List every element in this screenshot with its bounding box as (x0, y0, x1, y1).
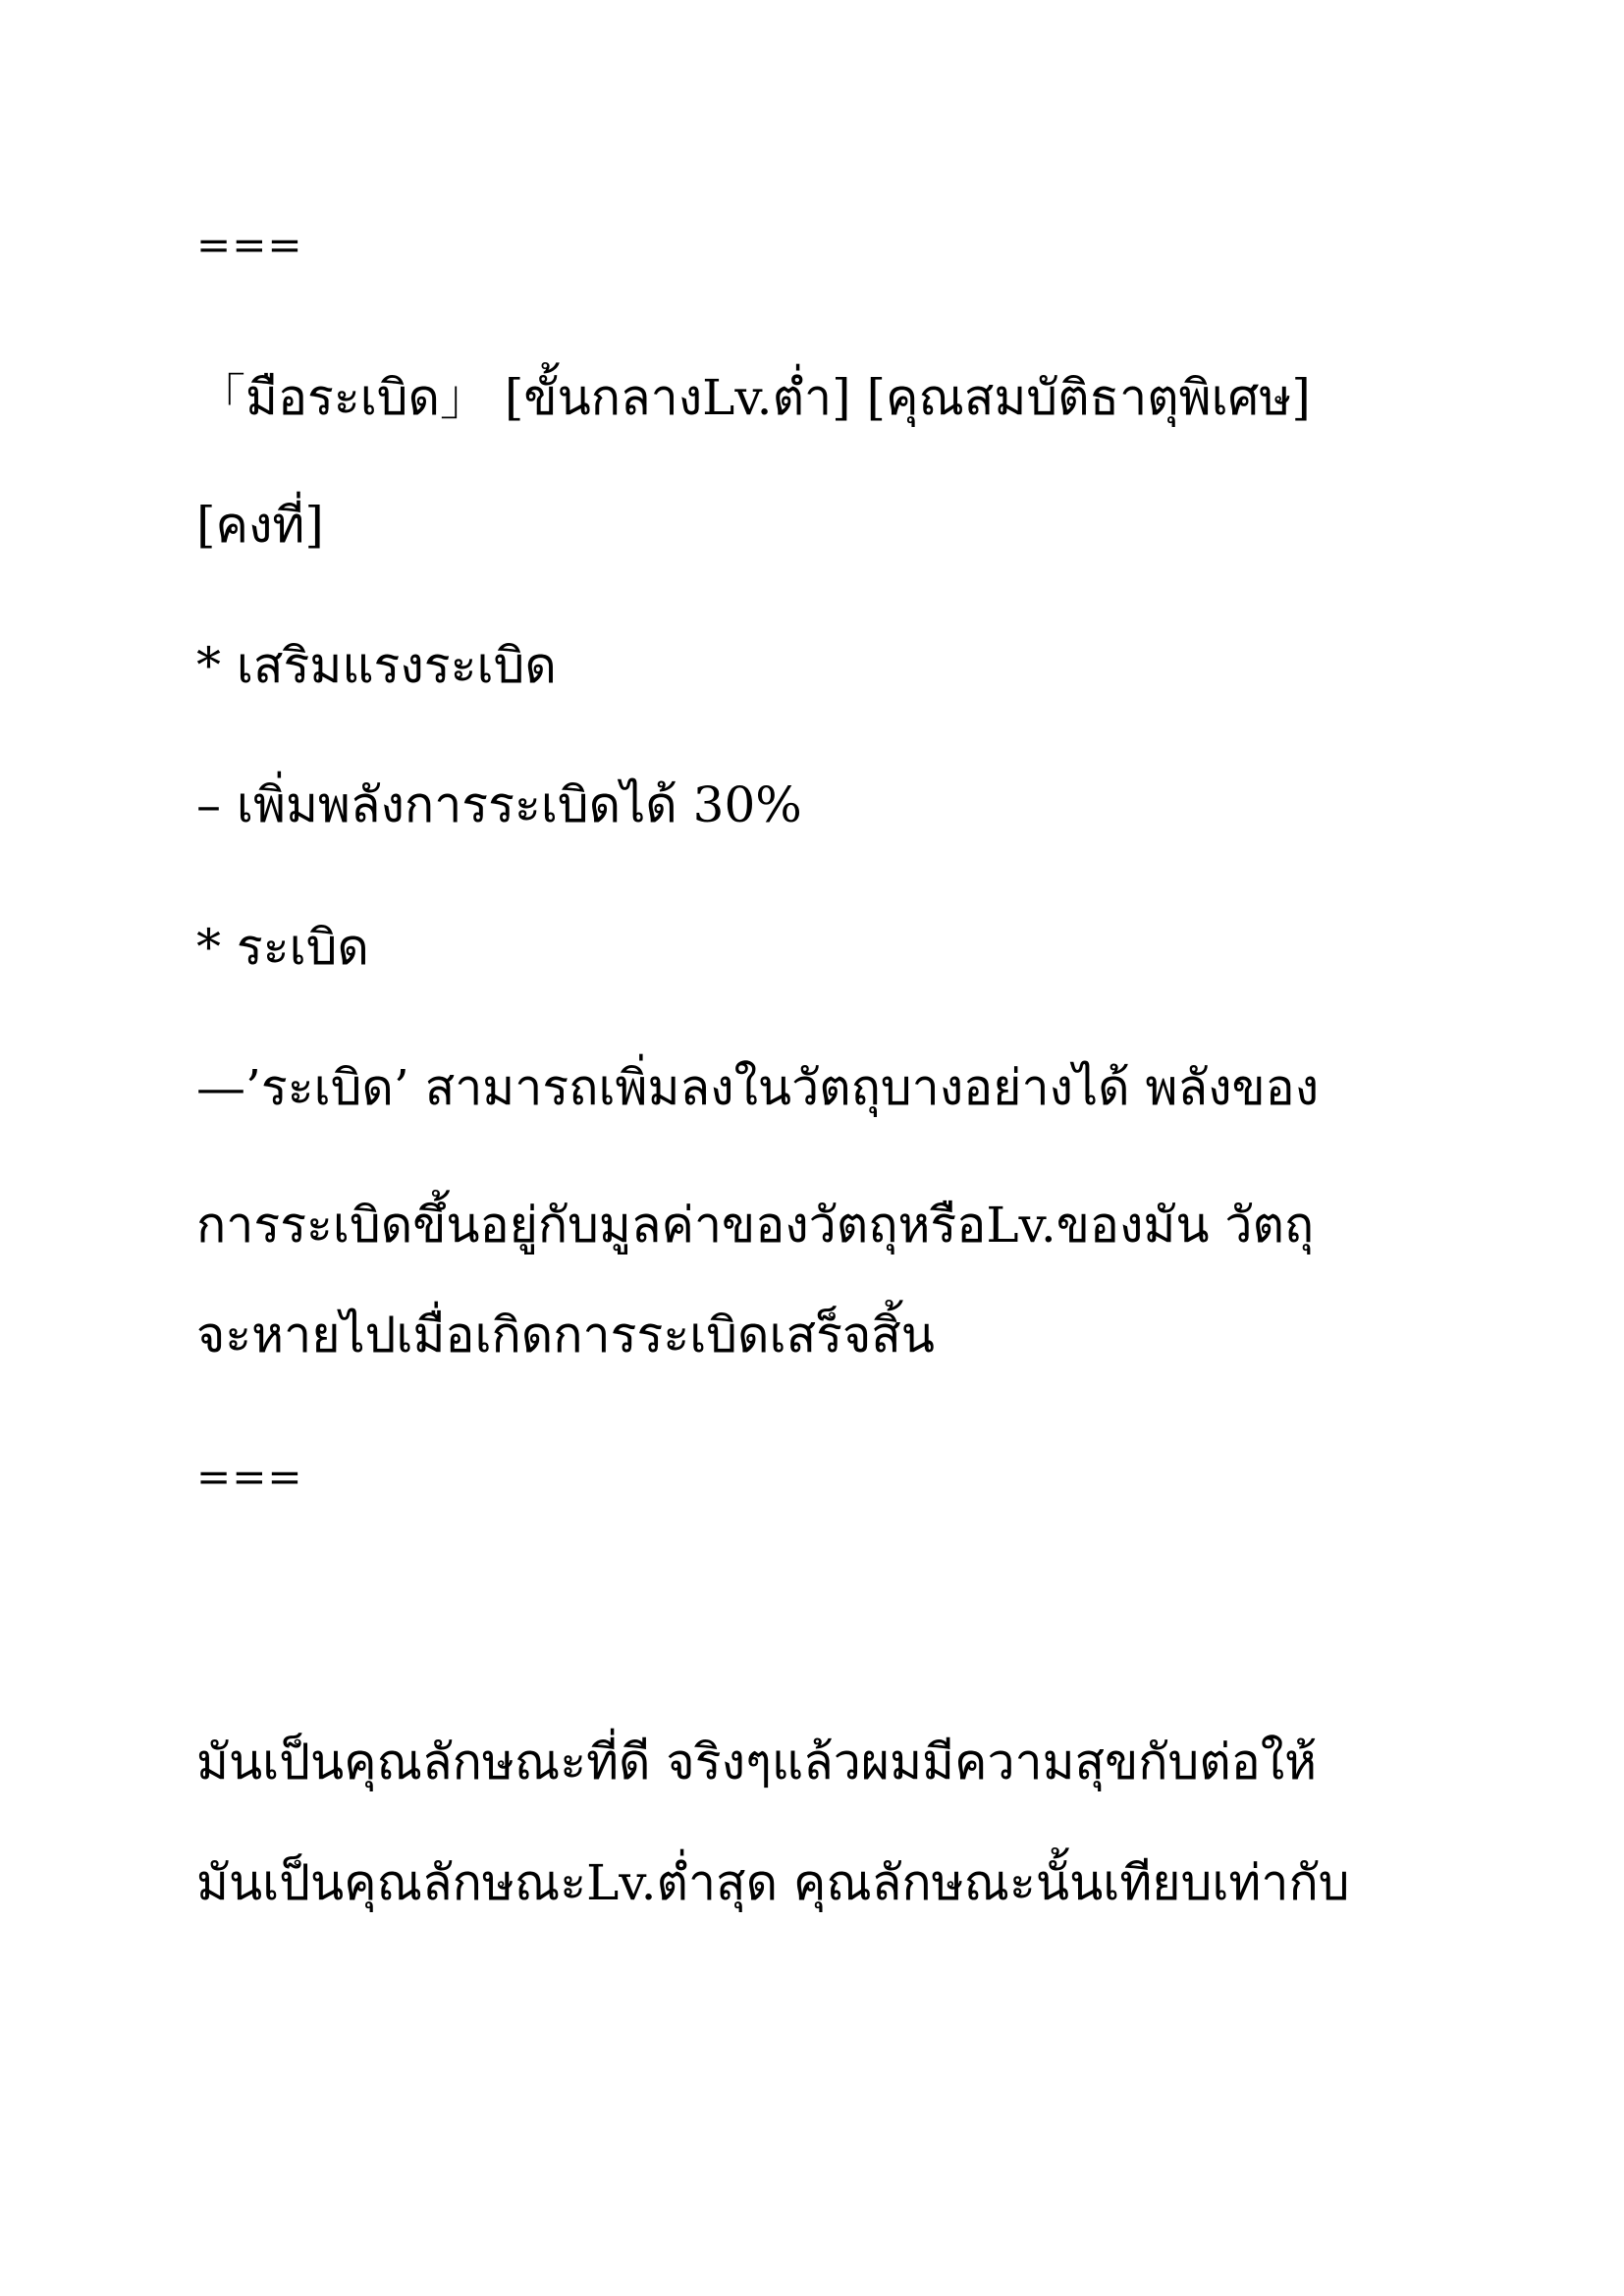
ability-description-line-2: การระเบิดขึ้นอยู่กับมูลค่าของวัตถุหรือLv.ของมัน วัตถุ (196, 1197, 1315, 1254)
skill-title-line: 「มือระเบิด」 [ขั้นกลางLv.ต่ำ] [คุณสมบัติธาตุพิเศษ] (196, 369, 1311, 426)
ability-heading-boost: * เสริมแรงระเบิด (196, 637, 557, 694)
ability-description-line-3: จะหายไปเมื่อเกิดการระเบิดเสร็จสิ้น (196, 1307, 935, 1363)
narrative-line-1: มันเป็นคุณลักษณะที่ดี จริงๆแล้วผมมีความสุขกับต่อให้ (196, 1734, 1318, 1790)
skill-tag-line: [คงที่] (196, 497, 324, 554)
separator-bottom: === (196, 1453, 303, 1501)
ability-heading-explode: * ระเบิด (196, 919, 369, 976)
separator-top: === (196, 221, 303, 269)
narrative-line-2: มันเป็นคุณลักษณะLv.ต่ำสุด คุณลักษณะนั้นเทียบเท่ากับ (196, 1854, 1350, 1911)
ability-description-boost: – เพิ่มพลังการระเบิดได้ 30% (196, 776, 802, 833)
ability-description-line-1: —’ระเบิด’ สามารถเพิ่มลงในวัตถุบางอย่างได้ พลังของ (196, 1059, 1320, 1116)
